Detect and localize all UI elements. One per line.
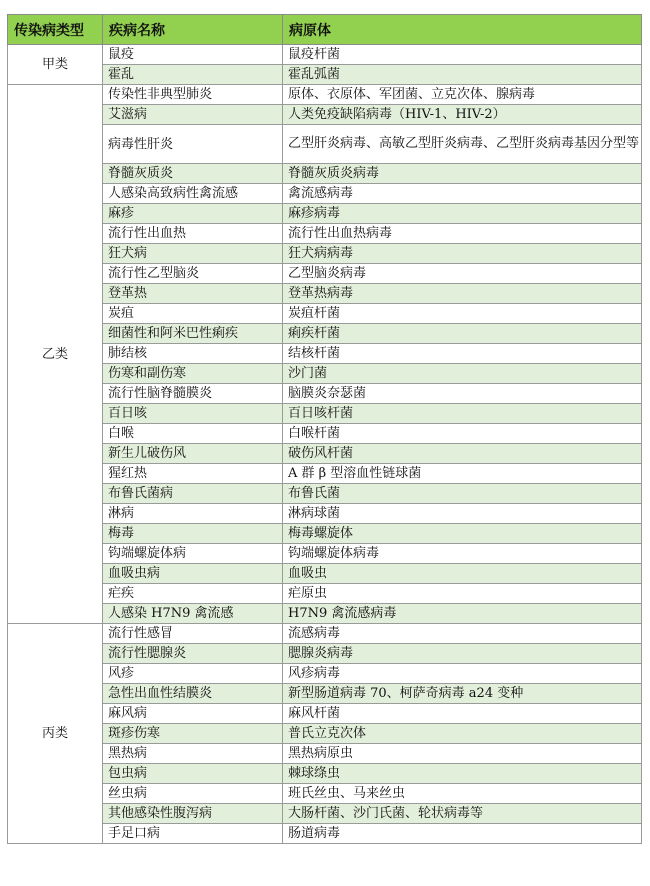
pathogen-cell: 禽流感病毒 xyxy=(283,184,642,204)
table-row xyxy=(8,65,642,85)
pathogen-cell: 梅毒螺旋体 xyxy=(283,524,642,544)
pathogen-cell: 疟原虫 xyxy=(283,584,642,604)
table-row xyxy=(8,564,642,584)
pathogen-cell: 痢疾杆菌 xyxy=(283,324,642,344)
pathogen-cell: 新型肠道病毒 70、柯萨奇病毒 a24 变种 xyxy=(283,684,642,704)
table-row xyxy=(8,744,642,764)
table-row xyxy=(8,444,642,464)
pathogen-cell: 霍乱弧菌 xyxy=(283,65,642,85)
disease-cell: 肺结核 xyxy=(103,344,283,364)
disease-cell: 脊髓灰质炎 xyxy=(103,164,283,184)
disease-cell: 流行性感冒 xyxy=(103,624,283,644)
disease-cell: 疟疾 xyxy=(103,584,283,604)
table-row xyxy=(8,184,642,204)
disease-cell: 艾滋病 xyxy=(103,105,283,125)
disease-cell: 人感染高致病性禽流感 xyxy=(103,184,283,204)
pathogen-cell: 淋病球菌 xyxy=(283,504,642,524)
table-row xyxy=(8,125,642,164)
pathogen-cell: 破伤风杆菌 xyxy=(283,444,642,464)
disease-cell: 风疹 xyxy=(103,664,283,684)
header-category: 传染病类型 xyxy=(8,15,103,45)
table-row xyxy=(8,344,642,364)
header-disease: 疾病名称 xyxy=(103,15,283,45)
table-row xyxy=(8,244,642,264)
table-row xyxy=(8,644,642,664)
pathogen-cell: 普氏立克次体 xyxy=(283,724,642,744)
pathogen-cell: 百日咳杆菌 xyxy=(283,404,642,424)
pathogen-cell: 狂犬病病毒 xyxy=(283,244,642,264)
disease-cell: 布鲁氏菌病 xyxy=(103,484,283,504)
table-row xyxy=(8,764,642,784)
table-row xyxy=(8,284,642,304)
pathogen-cell: 登革热病毒 xyxy=(283,284,642,304)
table-row xyxy=(8,724,642,744)
pathogen-cell: 流行性出血热病毒 xyxy=(283,224,642,244)
pathogen-cell: 结核杆菌 xyxy=(283,344,642,364)
table-row xyxy=(8,704,642,724)
disease-table xyxy=(7,14,642,844)
pathogen-cell: 棘球绦虫 xyxy=(283,764,642,784)
pathogen-cell: 鼠疫杆菌 xyxy=(283,45,642,65)
pathogen-cell: 脊髓灰质炎病毒 xyxy=(283,164,642,184)
pathogen-cell: 风疹病毒 xyxy=(283,664,642,684)
table-row xyxy=(8,204,642,224)
pathogen-cell: 钩端螺旋体病毒 xyxy=(283,544,642,564)
pathogen-cell: 沙门菌 xyxy=(283,364,642,384)
table-row xyxy=(8,264,642,284)
header-row xyxy=(8,15,642,45)
disease-cell: 麻风病 xyxy=(103,704,283,724)
disease-cell: 猩红热 xyxy=(103,464,283,484)
disease-cell: 急性出血性结膜炎 xyxy=(103,684,283,704)
disease-cell: 狂犬病 xyxy=(103,244,283,264)
disease-cell: 霍乱 xyxy=(103,65,283,85)
disease-cell: 伤寒和副伤寒 xyxy=(103,364,283,384)
pathogen-cell: 黑热病原虫 xyxy=(283,744,642,764)
table-row xyxy=(8,364,642,384)
disease-cell: 流行性腮腺炎 xyxy=(103,644,283,664)
table-row xyxy=(8,504,642,524)
disease-cell: 登革热 xyxy=(103,284,283,304)
header-pathogen: 病原体 xyxy=(283,15,642,45)
disease-cell: 梅毒 xyxy=(103,524,283,544)
disease-cell: 手足口病 xyxy=(103,824,283,844)
disease-cell: 淋病 xyxy=(103,504,283,524)
pathogen-cell: 原体、衣原体、军团菌、立克次体、腺病毒 xyxy=(283,85,642,105)
disease-cell: 流行性乙型脑炎 xyxy=(103,264,283,284)
table-row xyxy=(8,164,642,184)
pathogen-cell: 肠道病毒 xyxy=(283,824,642,844)
table-row xyxy=(8,784,642,804)
disease-cell: 白喉 xyxy=(103,424,283,444)
disease-cell: 丝虫病 xyxy=(103,784,283,804)
table-row xyxy=(8,524,642,544)
table-row xyxy=(8,624,642,644)
disease-cell: 黑热病 xyxy=(103,744,283,764)
disease-cell: 鼠疫 xyxy=(103,45,283,65)
pathogen-cell: 炭疽杆菌 xyxy=(283,304,642,324)
pathogen-cell: 乙型肝炎病毒、高敏乙型肝炎病毒、乙型肝炎病毒基因分型等 xyxy=(283,125,642,164)
disease-cell: 包虫病 xyxy=(103,764,283,784)
pathogen-cell: 麻疹病毒 xyxy=(283,204,642,224)
table-row xyxy=(8,584,642,604)
pathogen-cell: 乙型脑炎病毒 xyxy=(283,264,642,284)
disease-cell: 百日咳 xyxy=(103,404,283,424)
table-row xyxy=(8,424,642,444)
disease-cell: 传染性非典型肺炎 xyxy=(103,85,283,105)
pathogen-cell: H7N9 禽流感病毒 xyxy=(283,604,642,624)
disease-cell: 炭疽 xyxy=(103,304,283,324)
table-row xyxy=(8,304,642,324)
table-row xyxy=(8,664,642,684)
disease-cell: 病毒性肝炎 xyxy=(103,125,283,164)
table-row xyxy=(8,464,642,484)
disease-cell: 其他感染性腹泻病 xyxy=(103,804,283,824)
table-row xyxy=(8,604,642,624)
pathogen-cell: 白喉杆菌 xyxy=(283,424,642,444)
disease-cell: 钩端螺旋体病 xyxy=(103,544,283,564)
disease-cell: 流行性脑脊髓膜炎 xyxy=(103,384,283,404)
pathogen-cell: 人类免疫缺陷病毒（HIV-1、HIV-2） xyxy=(283,105,642,125)
pathogen-cell: 血吸虫 xyxy=(283,564,642,584)
table-row xyxy=(8,384,642,404)
table-row xyxy=(8,544,642,564)
pathogen-cell: 麻风杆菌 xyxy=(283,704,642,724)
category-b-cell: 乙类 xyxy=(8,85,103,624)
pathogen-cell: 布鲁氏菌 xyxy=(283,484,642,504)
table-row xyxy=(8,824,642,844)
table-row xyxy=(8,804,642,824)
pathogen-cell: 大肠杆菌、沙门氏菌、轮状病毒等 xyxy=(283,804,642,824)
disease-cell: 麻疹 xyxy=(103,204,283,224)
pathogen-cell: 班氏丝虫、马来丝虫 xyxy=(283,784,642,804)
pathogen-cell: 流感病毒 xyxy=(283,624,642,644)
disease-cell: 人感染 H7N9 禽流感 xyxy=(103,604,283,624)
table-row xyxy=(8,105,642,125)
disease-cell: 新生儿破伤风 xyxy=(103,444,283,464)
table-row xyxy=(8,85,642,105)
pathogen-cell: 脑膜炎奈瑟菌 xyxy=(283,384,642,404)
category-c-cell: 丙类 xyxy=(8,624,103,844)
pathogen-cell: 腮腺炎病毒 xyxy=(283,644,642,664)
disease-cell: 血吸虫病 xyxy=(103,564,283,584)
category-a-cell: 甲类 xyxy=(8,45,103,85)
table-row xyxy=(8,404,642,424)
table-row xyxy=(8,324,642,344)
pathogen-cell: A 群 β 型溶血性链球菌 xyxy=(283,464,642,484)
disease-cell: 斑疹伤寒 xyxy=(103,724,283,744)
disease-cell: 细菌性和阿米巴性痢疾 xyxy=(103,324,283,344)
table-row xyxy=(8,684,642,704)
table-row xyxy=(8,224,642,244)
table-row xyxy=(8,484,642,504)
disease-cell: 流行性出血热 xyxy=(103,224,283,244)
table-row xyxy=(8,45,642,65)
